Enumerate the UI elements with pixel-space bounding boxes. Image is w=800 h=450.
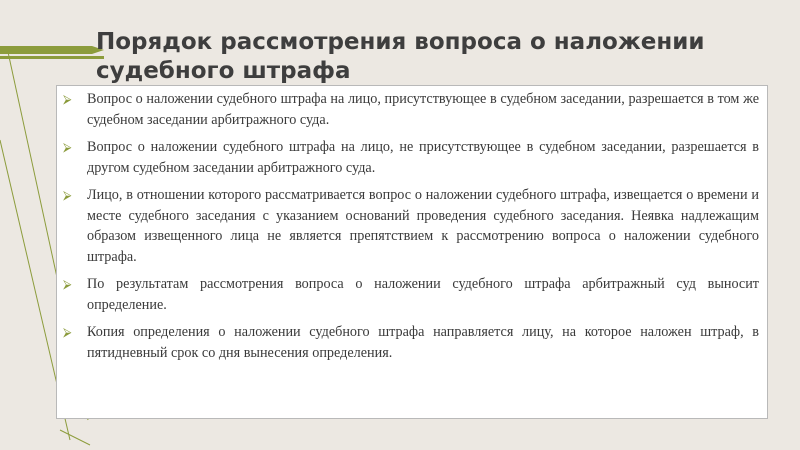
bullet-text: По результатам рассмотрения вопроса о наложении судебного штрафа арбитражный суд выносит определение. <box>87 276 759 313</box>
checkmark-arrow-icon: ⮚ <box>63 277 72 291</box>
checkmark-arrow-icon: ⮚ <box>63 188 72 202</box>
checkmark-arrow-icon: ⮚ <box>63 140 72 154</box>
slide-title: Порядок рассмотрения вопроса о наложении судебного штрафа <box>96 29 705 84</box>
list-item <box>63 274 759 315</box>
list-item <box>63 89 759 130</box>
bullet-text: Вопрос о наложении судебного штрафа на лицо, присутствующее в судебном заседании, разрешается в том же судебном заседании арбитражного суда. <box>87 91 759 128</box>
list-item <box>63 185 759 267</box>
list-item <box>63 322 759 363</box>
checkmark-arrow-icon: ⮚ <box>63 325 72 339</box>
bullet-text: Вопрос о наложении судебного штрафа на лицо, не присутствующее в судебном заседании, разрешается в другом судебном заседании арбитражного суда. <box>87 139 759 176</box>
checkmark-arrow-icon: ⮚ <box>63 92 72 106</box>
list-item <box>63 137 759 178</box>
bullet-text: Копия определения о наложении судебного штрафа направляется лицу, на которое наложен штраф, в пятидневный срок со дня вынесения определения. <box>87 324 759 361</box>
bullet-text: Лицо, в отношении которого рассматривается вопрос о наложении судебного штрафа, извещается о времени и месте судебного заседания с указанием оснований проведения судебного заседания. Неявка надлежащим образом извещенного лица не является препятствием к рассмотрению вопроса о наложении судебного штрафа. <box>87 187 759 265</box>
bullet-list <box>63 89 759 363</box>
content-box <box>56 85 768 419</box>
